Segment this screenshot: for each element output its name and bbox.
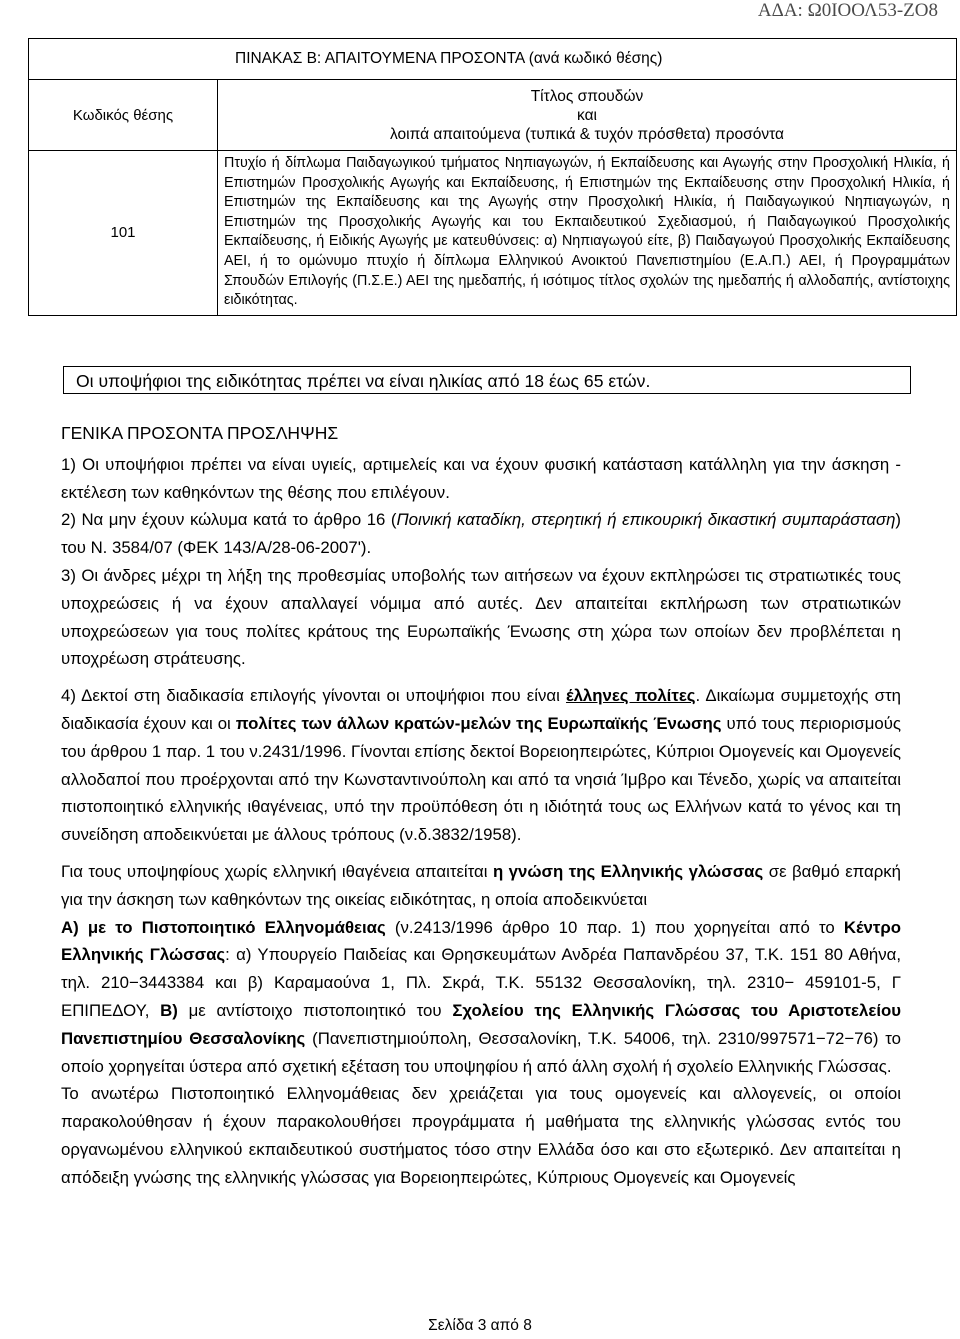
general-qualifications <box>61 420 901 1192</box>
text-span: με αντίστοιχο πιστοποιητικό του <box>177 1000 453 1020</box>
age-requirement-note: Οι υποψήφιοι της ειδικότητας πρέπει να είναι ηλικίας από 18 έως 65 ετών. <box>63 366 911 394</box>
paragraph-1: 1) Οι υποψήφιοι πρέπει να είναι υγιείς, αρτιμελείς και να έχουν φυσική κατάσταση κατάλληλη για την άσκηση - εκτέλεση των καθηκόντων της θέσης που επιλέγουν. <box>61 454 901 502</box>
text-span: ) του Ν. 3584/07 (ΦΕΚ 143/Α/28-06-2007'). <box>61 510 901 558</box>
table-row <box>29 151 957 316</box>
table-title: ΠΙΝΑΚΑΣ Β: ΑΠΑΙΤΟΥΜΕΝΑ ΠΡΟΣΟΝΤΑ (ανά κωδικό θέσης) <box>29 39 957 80</box>
section-heading: ΓΕΝΙΚΑ ΠΡΟΣΟΝΤΑ ΠΡΟΣΛΗΨΗΣ <box>61 423 339 443</box>
bold-span: η γνώση της Ελληνικής γλώσσας <box>492 861 764 881</box>
table-title-row <box>29 39 957 80</box>
text-span: υπό τους περιορισμούς του άρθρου 1 παρ. 1 του ν.2431/1996. Γίνονται επίσης δεκτοί Βορειοηπειρώτες, Κύπριοι Ομογενείς και Ομογενείς αλλοδαποί που προέρχονται από την Κωνσταντινούπολη και από τα νησιά Ίμβρο και Τένεδο, χωρίς να απαιτείται πιστοποιητικό ελληνικής ιθαγένειας, υπό την προϋπόθεση ότι η ιδιότητά τους ως Ελλήνων κατά το γένος και τη συνείδηση αποδεικνύεται με άλλους τρόπους (ν.δ.3832/1958). <box>61 713 901 845</box>
paragraph-3: 3) Οι άνδρες μέχρι τη λήξη της προθεσμίας υποβολής των αιτήσεων να έχουν εκπληρώσει τις στρατιωτικές τους υποχρεώσεις ή να έχουν απαλλαγεί νόμιμα από αυτές. Δεν απαιτείται εκπλήρωση των στρατιωτικών υποχρεώσεων για τους πολίτες κράτους της Ευρωπαϊκής Ένωσης στη χώρα των οποίων δεν προβλέπεται η υποχρέωση στράτευσης. <box>61 565 901 669</box>
bold-span: Α) με το Πιστοποιητικό Ελληνομάθειας <box>61 917 386 937</box>
position-requirements: Πτυχίο ή δίπλωμα Παιδαγωγικού τμήματος Νηπιαγωγών, ή Εκπαίδευσης και Αγωγής στην Προσχολική Ηλικία, ή Επιστημών Προσχολικής Αγωγής και Εκπαίδευσης, ή Επιστημών της Εκπαίδευσης στην Προσχολική Ηλικία, ή Επιστημών της Εκπαίδευσης και της Αγωγής στην Προσχολική Ηλικία, ή Παιδαγωγικού Νηπιαγωγών, η Επιστημών της Προσχολικής Αγωγής και του Εκπαιδευτικού Σχεδιασμού, ή Παιδαγωγικού Προσχολικής Εκπαίδευσης, ή Ειδικής Αγωγής με κατευθύνσεις: α) Νηπιαγωγού είτε, β) Παιδαγωγού Προσχολικής Εκπαίδευσης ΑΕΙ, ή το ομώνυμο πτυχίο ή δίπλωμα Ελληνικού Ανοικτού Πανεπιστημίου (Ε.Α.Π.) ΑΕΙ, ή Προγραμμάτων Σπουδών Επιλογής (Π.Σ.Ε.) ΑΕΙ της ημεδαπής, ή ισότιμος τίτλος σχολών της ημεδαπής ή αλλοδαπής, αντίστοιχης ειδικότητας. <box>218 151 957 316</box>
italic-span: Ποινική καταδίκη, στερητική ή επικουρική δικαστική συμπαράσταση <box>396 510 896 530</box>
text-span: : α) Υπουργείο Παιδείας και Θρησκευμάτων Ανδρέα Παπανδρέου 37, Τ.Κ. 151 80 Αθήνα, τηλ. 210−3443384 και β) Καραμαούνα 1, Πλ. Σκρά, Τ.Κ. 55132 Θεσσαλονίκη, τηλ. 2310− 459101-5, Γ ΕΠΙΠΕΔΟΥ, <box>61 945 902 1020</box>
ada-code: ΑΔΑ: Ω0ΙΟΟΛ53-ΖΟ8 <box>757 0 938 21</box>
text-span: (ν.2413/1996 άρθρο 10 παρ. 1) που χορηγείται από το <box>385 917 844 937</box>
bold-underlined-span: έλληνες πολίτες <box>566 686 696 706</box>
paragraph-5 <box>61 858 901 914</box>
text-span: . Δικαίωμα συμμετοχής στη διαδικασία έχουν και οι <box>61 686 901 733</box>
position-code: 101 <box>29 151 218 316</box>
text-span: Για τους υποψηφίους χωρίς ελληνική ιθαγένεια απαιτείται <box>61 861 493 881</box>
paragraph-4 <box>61 682 901 849</box>
text-span: 2) Να μην έχουν κώλυμα κατά το άρθρο 16 ( <box>61 510 397 530</box>
bold-span: Κέντρο Ελληνικής Γλώσσας <box>61 917 901 965</box>
bold-span: Β) <box>160 1000 178 1020</box>
bold-span: Σχολείου της Ελληνικής Γλώσσας του Αριστοτελείου Πανεπιστημίου Θεσσαλονίκης <box>61 1000 901 1048</box>
paragraph-7: Το ανωτέρω Πιστοποιητικό Ελληνομάθειας δεν χρειάζεται για τους ομογενείς και αλλογενείς, οι οποίοι παρακολούθησαν ή έχουν παρακολουθήσει προγράμματα ή μαθήματα της ελληνικής γλώσσας εντός του οργανωμένου ελληνικού εκπαιδευτικού συστήματος τόσο στην Ελλάδα όσο και στο εξωτερικό. Δεν απαιτείται η απόδειξη γνώσης της ελληνικής γλώσσας για Βορειοηπειρώτες, Κύπριους Ομογενείς και Ομογενείς <box>61 1084 901 1187</box>
qualifications-table <box>28 38 957 316</box>
bold-span: πολίτες των άλλων κρατών-μελών της Ευρωπαϊκής Ένωσης <box>235 713 722 733</box>
page-number: Σελίδα 3 από 8 <box>428 1317 532 1334</box>
table-header-row <box>29 80 957 151</box>
column-header-line-2: και <box>577 106 597 124</box>
paragraph-2 <box>61 506 901 562</box>
column-header-code: Κωδικός θέσης <box>29 80 218 151</box>
text-span: σε βαθμό επαρκή για την άσκηση των καθηκόντων της οικείας ειδικότητας, η οποία αποδεικνύεται <box>61 861 901 909</box>
column-header-line-1: Τίτλος σπουδών <box>530 87 644 105</box>
text-span: 4) Δεκτοί στη διαδικασία επιλογής γίνονται οι υποψήφιοι που είναι <box>61 686 567 706</box>
paragraph-6 <box>61 914 901 1081</box>
column-header-line-3: λοιπά απαιτούμενα (τυπικά & τυχόν πρόσθετα) προσόντα <box>390 125 784 143</box>
column-header-title <box>218 80 957 151</box>
text-span: (Πανεπιστημιούπολη, Θεσσαλονίκη, Τ.Κ. 54006, τηλ. 2310/997571−72−76) το οποίο χορηγείται ύστερα από σχετική εξέταση του υποψηφίου ή από άλλη σχολή ή σχολείο Ελληνικής Γλώσσας. <box>61 1028 902 1076</box>
